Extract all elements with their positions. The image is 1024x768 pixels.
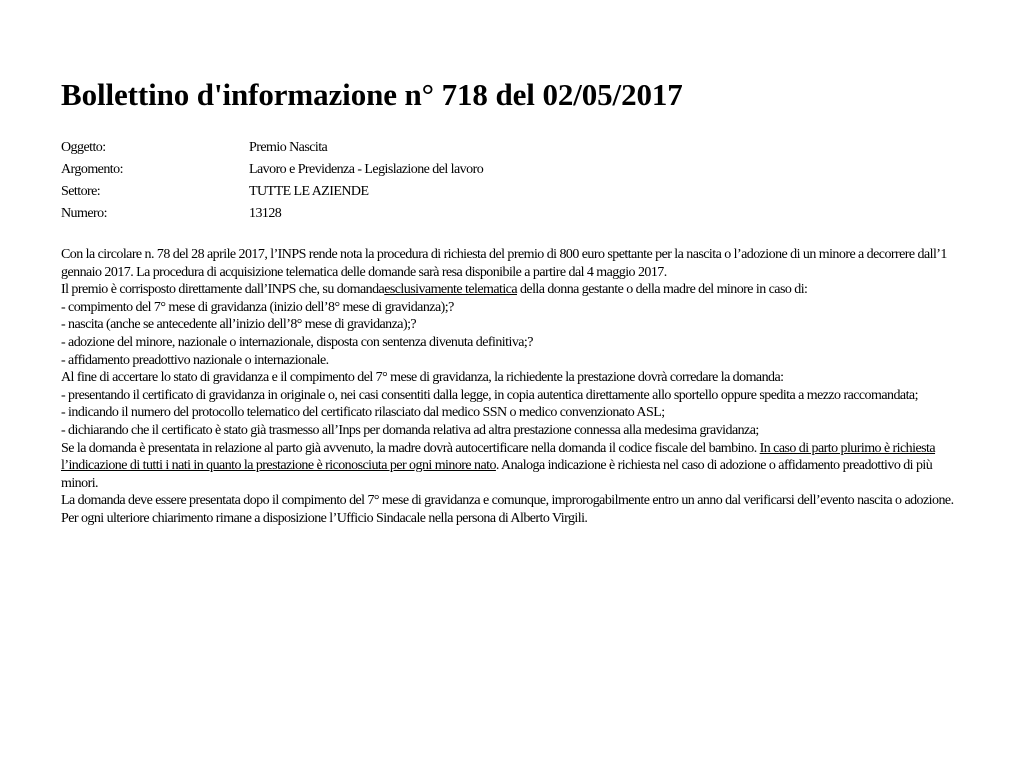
meta-label: Settore: [61, 184, 101, 199]
list-item: - affidamento preadottivo nazionale o internazionale. [61, 352, 329, 368]
list-item: - adozione del minore, nazionale o internazionale, disposta con sentenza divenuta definitiva;? [61, 334, 533, 350]
meta-row-settore [61, 181, 966, 203]
meta-row-argomento [61, 159, 966, 181]
meta-row-numero [61, 203, 966, 225]
bulletin-body [61, 246, 966, 528]
paragraph-text: . Analoga indicazione è richiesta nel caso di adozione o affidamento preadottivo di più minori. [61, 458, 933, 491]
meta-label: Numero: [61, 206, 107, 221]
paragraph-scadenza: La domanda deve essere presentata dopo il compimento del 7° mese di gravidanza e comunque, improrogabilmente entro un anno dal verificarsi dell’evento nascita o adozione. [61, 493, 954, 509]
meta-label: Oggetto: [61, 140, 106, 155]
paragraph-circolare: Con la circolare n. 78 del 28 aprile 2017, l’INPS rende nota la procedura di richiesta del premio di 800 euro spettante per la nascita o l’adozione di un minore a decorrere dall’1 gennaio 2017. La procedura di acquisizione telematica delle domande sarà resa disponibile a partire dal 4 maggio 2017. [61, 247, 947, 280]
list-item: - compimento del 7° mese di gravidanza (inizio dell’8° mese di gravidanza);? [61, 299, 454, 315]
page-title: Bollettino d'informazione n° 718 del 02/05/2017 [61, 77, 683, 112]
underlined-text: esclusivamente telematica [384, 282, 517, 298]
bulletin-page [61, 78, 966, 528]
paragraph-premio [61, 281, 966, 299]
paragraph-accertamento: Al fine di accertare lo stato di gravidanza e il compimento del 7° mese di gravidanza, la richiedente la prestazione dovrà corredare la domanda: [61, 370, 784, 386]
paragraph-text: Se la domanda è presentata in relazione al parto già avvenuto, la madre dovrà autocertificare nella domanda il codice fiscale del bambino. [61, 440, 760, 456]
underlined-text: In caso di parto plurimo è richiesta l’indicazione di tutti i nati in quanto la prestazione è riconosciuta per ogni minore nato [61, 440, 936, 474]
paragraph-text: Il premio è corrisposto direttamente dall’INPS che, su domanda [61, 282, 385, 298]
meta-row-oggetto [61, 137, 966, 159]
meta-value: Lavoro e Previdenza - Legislazione del lavoro [249, 162, 484, 177]
paragraph-contatti: Per ogni ulteriore chiarimento rimane a disposizione l’Ufficio Sindacale nella persona di Alberto Virgili. [61, 510, 588, 526]
paragraph-text: della donna gestante o della madre del minore in caso di: [517, 282, 808, 298]
list-item: - dichiarando che il certificato è stato già trasmesso all’Inps per domanda relativa ad altra prestazione connessa alla medesima gravidanza; [61, 422, 759, 438]
meta-value: Premio Nascita [249, 140, 328, 155]
list-item: - presentando il certificato di gravidanza in originale o, nei casi consentiti dalla legge, in copia autentica direttamente allo sportello oppure spedita a mezzo raccomandata; [61, 387, 918, 403]
meta-value: TUTTE LE AZIENDE [249, 184, 369, 199]
meta-value: 13128 [249, 206, 282, 221]
list-item: - indicando il numero del protocollo telematico del certificato rilasciato dal medico SSN o medico convenzionato ASL; [61, 405, 665, 421]
paragraph-parto [61, 440, 966, 493]
meta-label: Argomento: [61, 162, 123, 177]
list-item: - nascita (anche se antecedente all’inizio dell’8° mese di gravidanza);? [61, 317, 417, 333]
metadata-table [61, 137, 966, 225]
